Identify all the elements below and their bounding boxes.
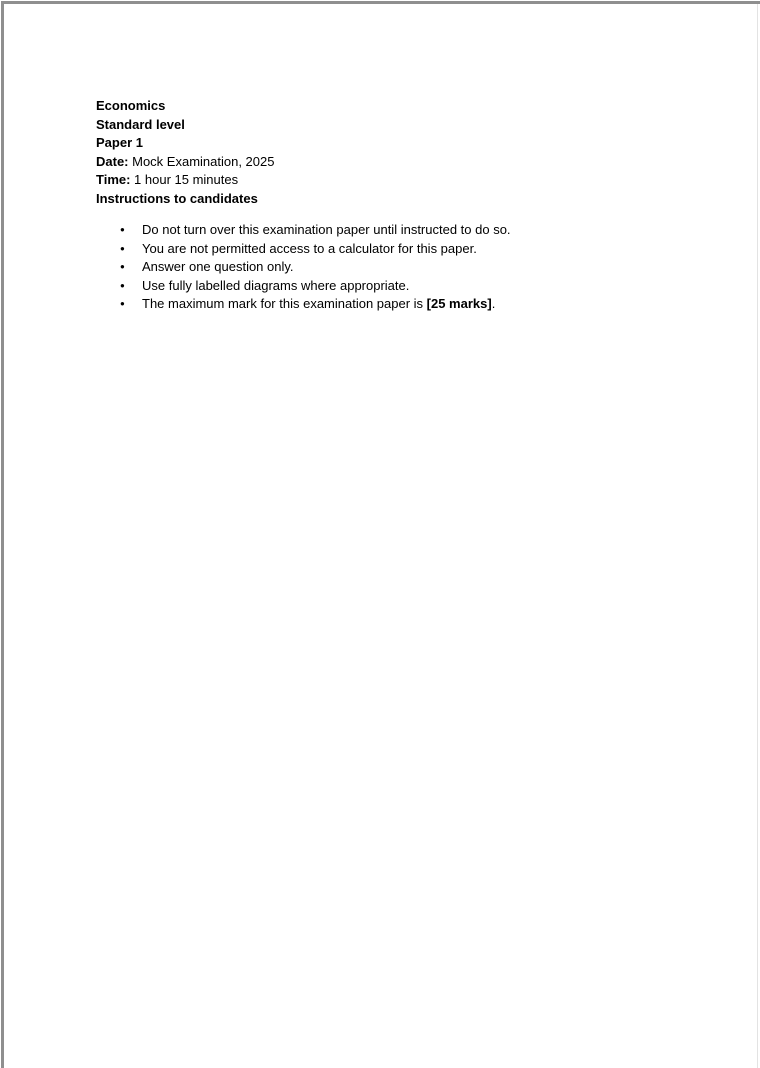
instruction-item (96, 295, 656, 314)
instruction-text: Use fully labelled diagrams where appropriate. (142, 277, 410, 293)
time-label: Time: (96, 172, 131, 187)
page-top-edge (1, 1, 760, 4)
viewport-right-edge (757, 4, 758, 1068)
paper-title: Paper 1 (96, 135, 143, 150)
instruction-item (96, 277, 656, 296)
subject-title: Economics (96, 98, 166, 113)
instruction-item (96, 221, 656, 240)
date-label: Date: (96, 153, 129, 169)
instructions-list (96, 221, 656, 314)
level-title: Standard level (96, 116, 185, 132)
page-content (96, 97, 656, 314)
date-line (96, 153, 656, 172)
instruction-text: Answer one question only. (142, 259, 294, 274)
instruction-text-after: . (491, 296, 496, 311)
instructions-heading: Instructions to candidates (96, 190, 258, 206)
instruction-text: The maximum mark for this examination paper is (142, 296, 427, 311)
instruction-item (96, 258, 656, 277)
page-left-edge (1, 1, 4, 1068)
instruction-text: You are not permitted access to a calculator for this paper. (142, 240, 477, 256)
time-value: 1 hour 15 minutes (130, 172, 239, 187)
instruction-bold-text: [25 marks] (426, 296, 492, 311)
instruction-text: Do not turn over this examination paper until instructed to do so. (142, 222, 511, 237)
instruction-item (96, 240, 656, 259)
time-line (96, 171, 656, 190)
date-value: Mock Examination, 2025 (128, 153, 275, 169)
date-time-block (96, 153, 656, 190)
